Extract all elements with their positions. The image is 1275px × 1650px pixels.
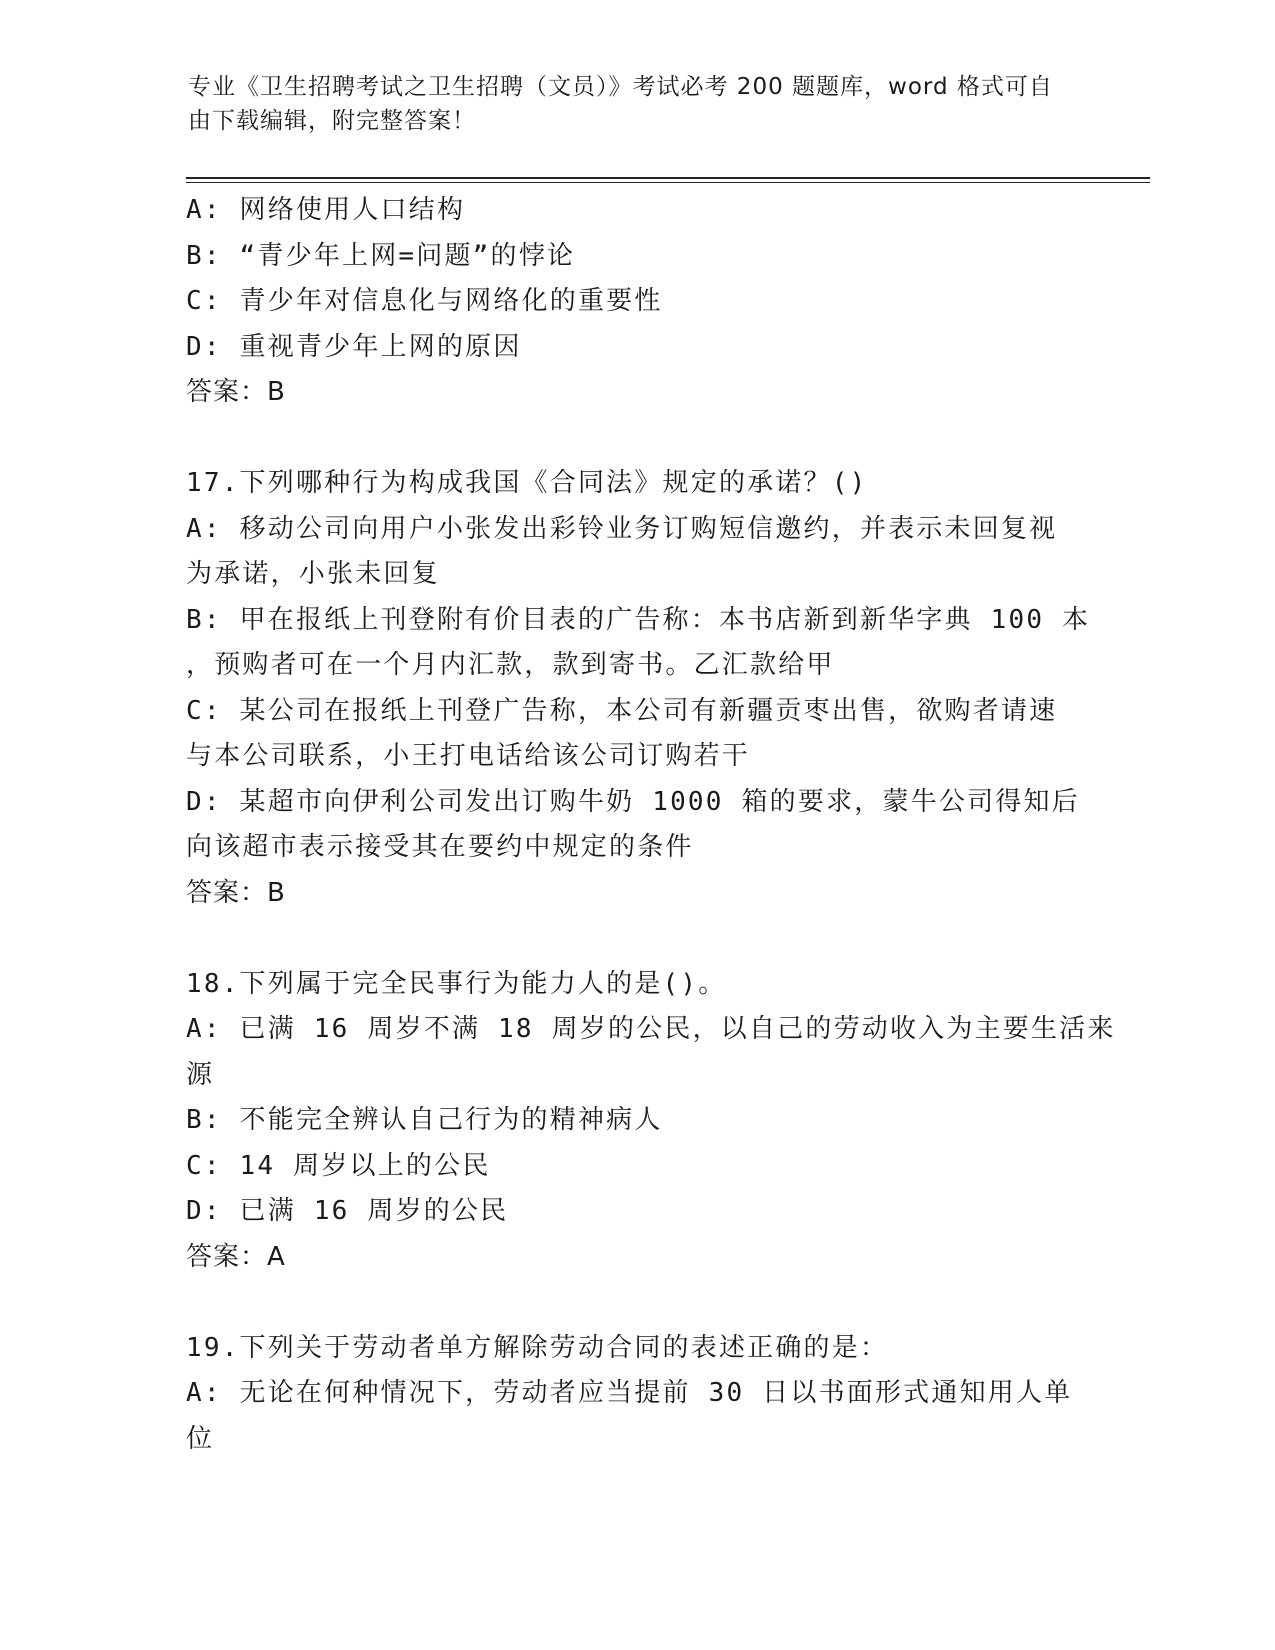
option-a-cont: 源	[186, 1059, 215, 1090]
option-a: A: 已满 16 周岁不满 18 周岁的公民，以自己的劳动收入为主要生活来	[186, 1014, 1116, 1044]
option-c: C: 某公司在报纸上刊登广告称，本公司有新疆贡枣出售，欲购者请速	[186, 695, 1058, 726]
option-b-cont: ，预购者可在一个月内汇款，款到寄书。乙汇款给甲	[186, 650, 835, 680]
option-c: C: 青少年对信息化与网络化的重要性	[186, 286, 663, 316]
option-b: B: “青少年上网=问题”的悖论	[186, 240, 576, 271]
question-stem: 17.下列哪种行为构成我国《合同法》规定的承诺？()	[186, 468, 868, 498]
question-list	[186, 188, 1116, 1462]
header-divider-thick	[186, 177, 1150, 179]
option-a: A: 网络使用人口结构	[186, 195, 466, 225]
question-17	[186, 461, 1091, 916]
option-b: B: 甲在报纸上刊登附有价目表的广告称：本书店新到新华字典 100 本	[186, 604, 1091, 635]
header-line-1: 专业《卫生招聘考试之卫生招聘（文员）》考试必考 200 题题库，word 格式可自	[188, 74, 1053, 100]
question-19	[186, 1326, 1086, 1463]
option-d: D: 重视青少年上网的原因	[186, 331, 522, 362]
option-a: A: 移动公司向用户小张发出彩铃业务订购短信邀约，并表示未回复视	[186, 513, 1058, 544]
option-c-cont: 与本公司联系，小王打电话给该公司订购若干	[186, 741, 751, 771]
document-header	[188, 70, 1068, 138]
question-18	[186, 962, 1116, 1281]
question-16	[186, 188, 1086, 416]
option-a-cont: 位	[186, 1423, 215, 1454]
question-stem: 19.下列关于劳动者单方解除劳动合同的表述正确的是：	[186, 1332, 889, 1363]
answer: 答案：B	[186, 877, 286, 908]
option-b: B: 不能完全辨认自己行为的精神病人	[186, 1105, 663, 1135]
option-a: A: 无论在何种情况下，劳动者应当提前 30 日以书面形式通知用人单	[186, 1378, 1073, 1408]
option-d-cont: 向该超市表示接受其在要约中规定的条件	[186, 832, 694, 862]
option-a-cont: 为承诺，小张未回复	[186, 559, 440, 589]
header-line-2: 由下载编辑，附完整答案！	[188, 108, 476, 134]
header-divider-thin	[186, 182, 1150, 183]
option-d: D: 某超市向伊利公司发出订购牛奶 1000 箱的要求，蒙牛公司得知后	[186, 786, 1080, 817]
option-d: D: 已满 16 周岁的公民	[186, 1196, 509, 1226]
question-stem: 18.下列属于完全民事行为能力人的是()。	[186, 968, 727, 999]
answer: 答案：B	[186, 377, 286, 407]
answer: 答案：A	[186, 1241, 286, 1272]
option-c: C: 14 周岁以上的公民	[186, 1150, 491, 1181]
